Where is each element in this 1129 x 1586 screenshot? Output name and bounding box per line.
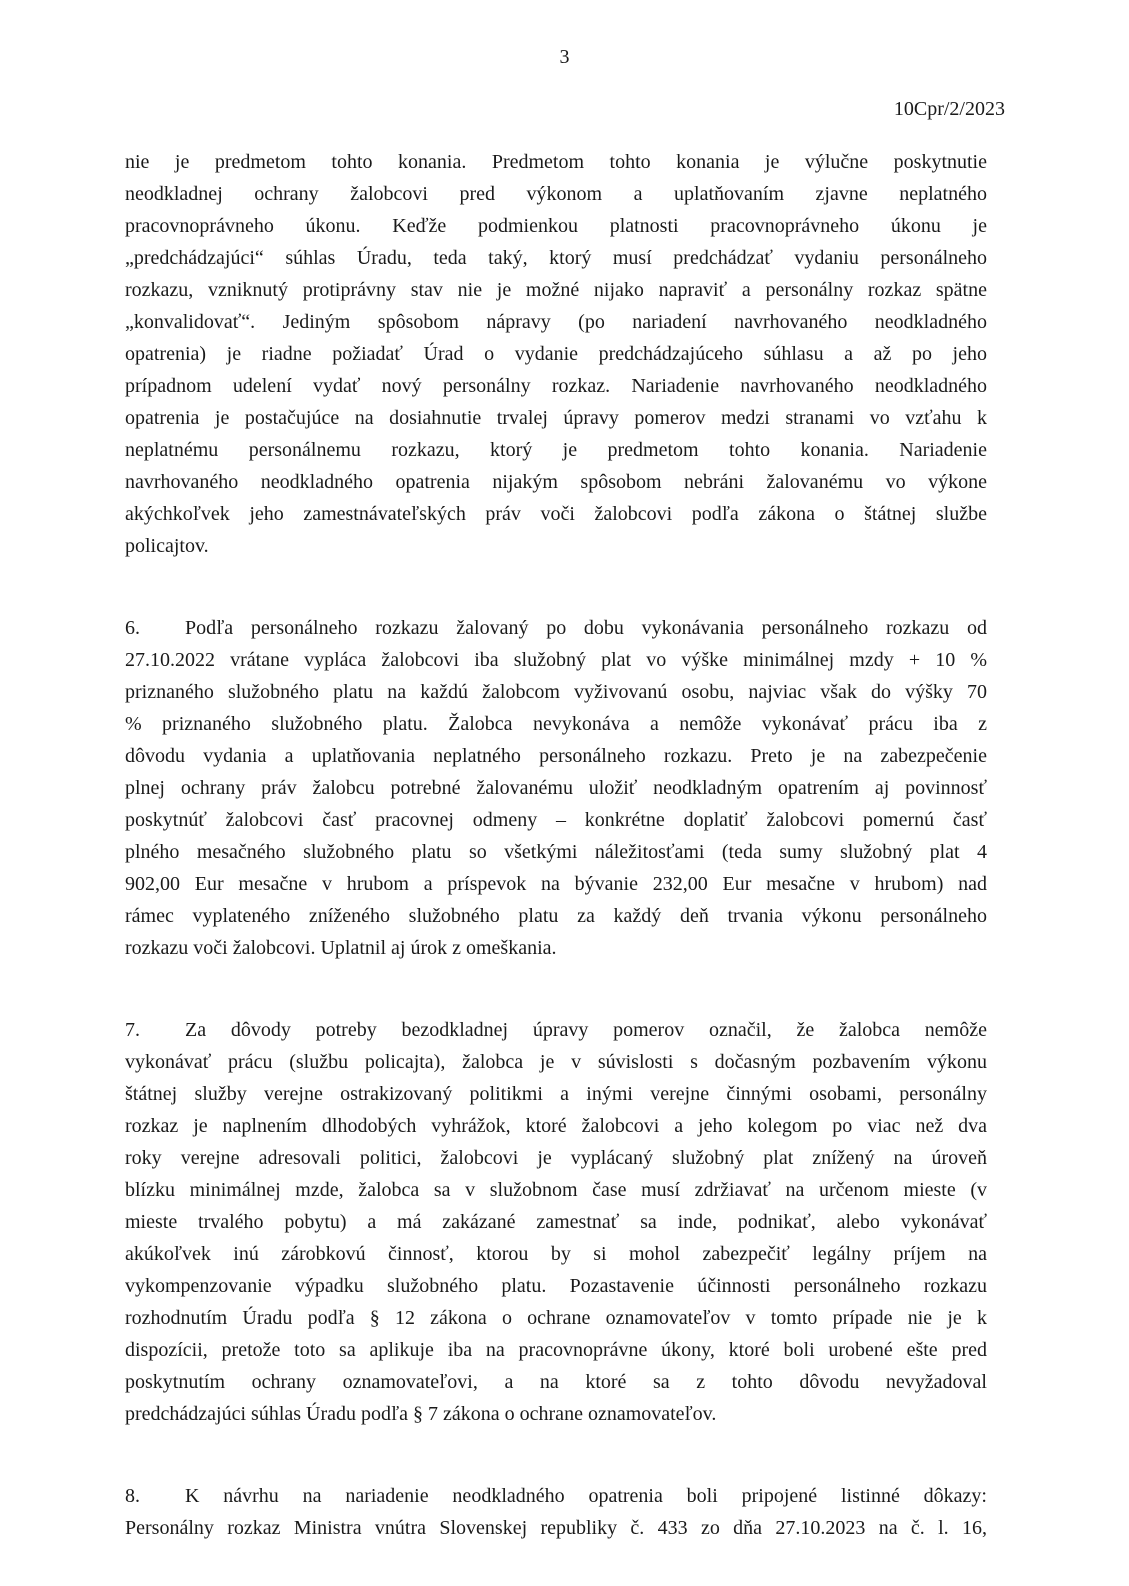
text-line: K návrhu na nariadenie neodkladného opatrenia boli pripojené listinné dôkazy: [185,1485,987,1507]
text-line: plnej ochrany práv žalobcu potrebné žalovanému uložiť neodkladným opatrením aj povinnosť [125,777,987,799]
text-line: priznaného služobného platu na každú žalobcom vyživovanú osobu, najviac však do výšky 70 [125,681,987,703]
text-line-first [125,1480,987,1512]
text-line: Personálny rozkaz Ministra vnútra Slovenskej republiky č. 433 zo dňa 27.10.2023 na č. l. 16, [125,1517,987,1539]
text-line: Podľa personálneho rozkazu žalovaný po dobu vykonávania personálneho rozkazu od [185,617,987,639]
text-line: štátnej služby verejne ostrakizovaný politikmi a inými verejne činnými osobami, personálny [125,1083,987,1105]
text-line: policajtov. [125,535,209,557]
text-line: roky verejne adresovali politici, žalobcovi je vyplácaný služobný plat znížený na úroveň [125,1147,987,1169]
text-line: nie je predmetom tohto konania. Predmetom tohto konania je výlučne poskytnutie [125,151,987,173]
text-line: blízku minimálnej mzde, žalobca sa v služobnom čase musí zdržiavať na určenom mieste (v [125,1179,987,1201]
text-line: rozkazu voči žalobcovi. Uplatnil aj úrok z omeškania. [125,937,557,959]
paragraph-5-continuation [125,146,987,562]
text-line: „predchádzajúci“ súhlas Úradu, teda taký, ktorý musí predchádzať vydaniu personálneho [125,247,987,269]
text-line: rozkaz je naplnením dlhodobých vyhrážok, ktoré žalobcovi a jeho kolegom po viac než dva [125,1115,987,1137]
text-line: poskytnutím ochrany oznamovateľovi, a na ktoré sa z tohto dôvodu nevyžadoval [125,1371,987,1393]
text-line: akúkoľvek inú zárobkovú činnosť, ktorou by si mohol zabezpečiť legálny príjem na [125,1243,987,1265]
text-line: dôvodu vydania a uplatňovania neplatného personálneho rozkazu. Preto je na zabezpečenie [125,745,987,767]
text-line: vykonávať prácu (službu policajta), žalobca je v súvislosti s dočasným pozbavením výkonu [125,1051,987,1073]
text-line: plného mesačného služobného platu so všetkými náležitosťami (teda sumy služobný plat 4 [125,841,987,863]
paragraph-7 [125,1014,987,1430]
text-line: „konvalidovať“. Jediným spôsobom nápravy (po nariadení navrhovaného neodkladného [125,311,987,333]
paragraph-6 [125,612,987,964]
text-line: predchádzajúci súhlas Úradu podľa § 7 zákona o ochrane oznamovateľov. [125,1403,717,1425]
text-line: rozkazu, vzniknutý protiprávny stav nie je možné nijako napraviť a personálny rozkaz spätne [125,279,987,301]
text-line: neplatnému personálnemu rozkazu, ktorý je predmetom tohto konania. Nariadenie [125,439,987,461]
text-line: neodkladnej ochrany žalobcovi pred výkonom a uplatňovaním zjavne neplatného [125,183,987,205]
text-line-first [125,1014,987,1046]
text-line: % priznaného služobného platu. Žalobca nevykonáva a nemôže vykonávať prácu iba z [125,713,987,735]
text-line: akýchkoľvek jeho zamestnávateľských práv voči žalobcovi podľa zákona o štátnej službe [125,503,987,525]
document-body [125,146,987,1544]
text-line: poskytnúť žalobcovi časť pracovnej odmeny – konkrétne doplatiť žalobcovi pomernú časť [125,809,987,831]
paragraph-number: 7. [125,1019,140,1041]
text-line: vykompenzovanie výpadku služobného platu. Pozastavenie účinnosti personálneho rozkazu [125,1275,987,1297]
text-line: rámec vyplateného zníženého služobného platu za každý deň trvania výkonu personálneho [125,905,987,927]
text-line: mieste trvalého pobytu) a má zakázané zamestnať sa inde, podnikať, alebo vykonávať [125,1211,987,1233]
text-line-first [125,612,987,644]
case-number: 10Cpr/2/2023 [893,98,1005,120]
text-line: dispozícii, pretože toto sa aplikuje iba na pracovnoprávne úkony, ktoré boli urobené ešte pred [125,1339,987,1361]
paragraph-8 [125,1480,987,1544]
text-line: 902,00 Eur mesačne v hrubom a príspevok na bývanie 232,00 Eur mesačne v hrubom) nad [125,873,987,895]
text-line: prípadnom udelení vydať nový personálny rozkaz. Nariadenie navrhovaného neodkladného [125,375,987,397]
paragraph-number: 8. [125,1485,140,1507]
text-line: pracovnoprávneho úkonu. Keďže podmienkou platnosti pracovnoprávneho úkonu je [125,215,987,237]
page-number: 3 [559,46,570,68]
text-line: opatrenia) je riadne požiadať Úrad o vydanie predchádzajúceho súhlasu a až po jeho [125,343,987,365]
text-line: opatrenia je postačujúce na dosiahnutie trvalej úpravy pomerov medzi stranami vo vzťahu k [125,407,987,429]
text-line: rozhodnutím Úradu podľa § 12 zákona o ochrane oznamovateľov v tomto prípade nie je k [125,1307,987,1329]
paragraph-number: 6. [125,617,140,639]
text-line: Za dôvody potreby bezodkladnej úpravy pomerov označil, že žalobca nemôže [185,1019,987,1041]
text-line: 27.10.2022 vrátane vypláca žalobcovi iba služobný plat vo výške minimálnej mzdy + 10 % [125,649,987,671]
text-line: navrhovaného neodkladného opatrenia nijakým spôsobom nebráni žalovanému vo výkone [125,471,987,493]
